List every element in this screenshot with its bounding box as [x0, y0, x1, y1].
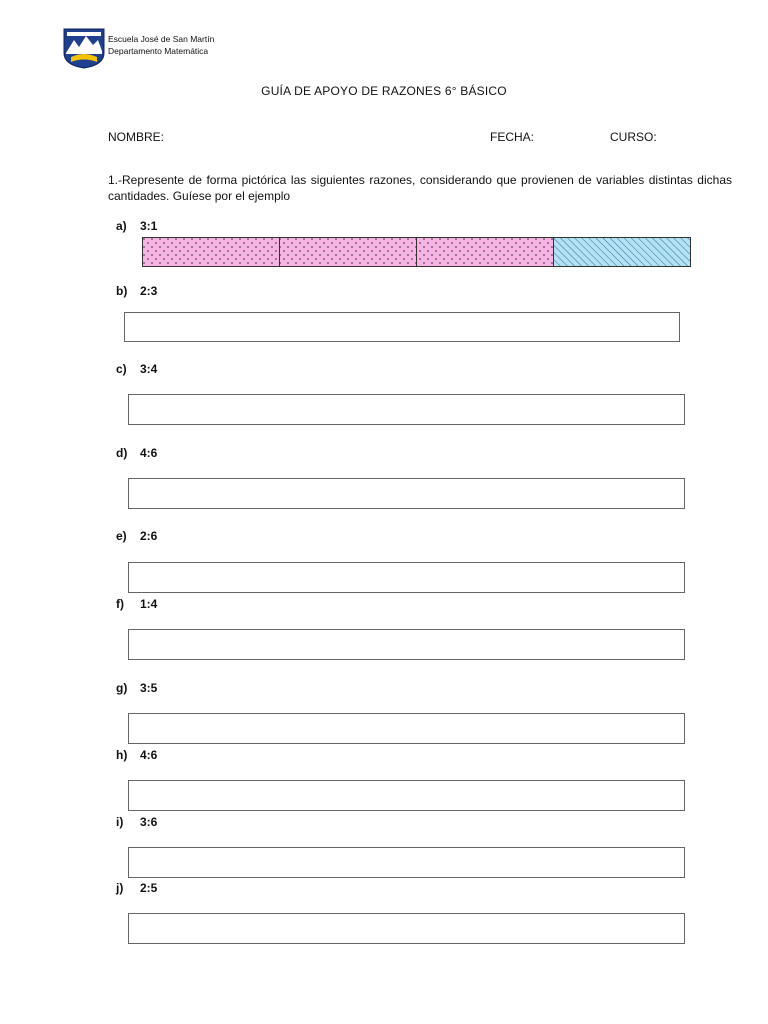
item-letter: a)	[116, 219, 127, 233]
item-ratio: 2:5	[140, 881, 158, 895]
item-b	[116, 284, 157, 298]
document-title: GUÍA DE APOYO DE RAZONES 6° BÁSICO	[261, 84, 507, 98]
item-d	[116, 446, 157, 460]
item-f	[116, 597, 157, 611]
answer-box-i[interactable]	[128, 847, 685, 878]
answer-box-j[interactable]	[128, 913, 685, 944]
item-ratio: 2:3	[140, 284, 158, 298]
item-a	[116, 219, 157, 233]
item-letter: i)	[116, 815, 124, 829]
example-part-hatched	[554, 238, 691, 267]
item-ratio: 4:6	[140, 446, 158, 460]
item-letter: c)	[116, 362, 127, 376]
answer-box-h[interactable]	[128, 780, 685, 811]
item-ratio: 4:6	[140, 748, 158, 762]
item-e	[116, 529, 157, 543]
item-ratio: 3:1	[140, 219, 158, 233]
example-part-dotted	[280, 238, 417, 267]
name-field-label: NOMBRE:	[108, 130, 165, 144]
item-ratio: 3:4	[140, 362, 158, 376]
item-c	[116, 362, 157, 376]
item-i	[116, 815, 157, 829]
item-ratio: 1:4	[140, 597, 158, 611]
date-field-label: FECHA:	[490, 130, 535, 144]
item-letter: d)	[116, 446, 128, 460]
answer-box-c[interactable]	[128, 394, 685, 425]
item-letter: h)	[116, 748, 128, 762]
department-name-line: Departamento Matemática	[108, 46, 209, 56]
exercise-instruction: 1.-Represente de forma pictórica las siguientes razones, considerando que provienen de variables distintas dichas cantidades. Guíese por el ejemplo	[108, 173, 732, 203]
answer-box-g[interactable]	[128, 713, 685, 744]
item-letter: j)	[116, 881, 124, 895]
item-ratio: 3:6	[140, 815, 158, 829]
item-letter: b)	[116, 284, 128, 298]
example-ratio-bar	[142, 237, 691, 267]
course-field-label: CURSO:	[610, 130, 657, 144]
example-part-dotted	[143, 238, 280, 267]
item-j	[116, 881, 157, 895]
item-letter: g)	[116, 681, 128, 695]
item-letter: e)	[116, 529, 127, 543]
item-ratio: 2:6	[140, 529, 158, 543]
school-name	[108, 33, 214, 57]
example-part-dotted	[417, 238, 554, 267]
answer-box-b[interactable]	[124, 312, 680, 342]
item-ratio: 3:5	[140, 681, 158, 695]
item-g	[116, 681, 157, 695]
school-name-line: Escuela José de San Martín	[108, 34, 215, 44]
answer-box-f[interactable]	[128, 629, 685, 660]
answer-box-e[interactable]	[128, 562, 685, 593]
school-crest-logo	[62, 27, 106, 69]
item-letter: f)	[116, 597, 124, 611]
item-h	[116, 748, 157, 762]
answer-box-d[interactable]	[128, 478, 685, 509]
